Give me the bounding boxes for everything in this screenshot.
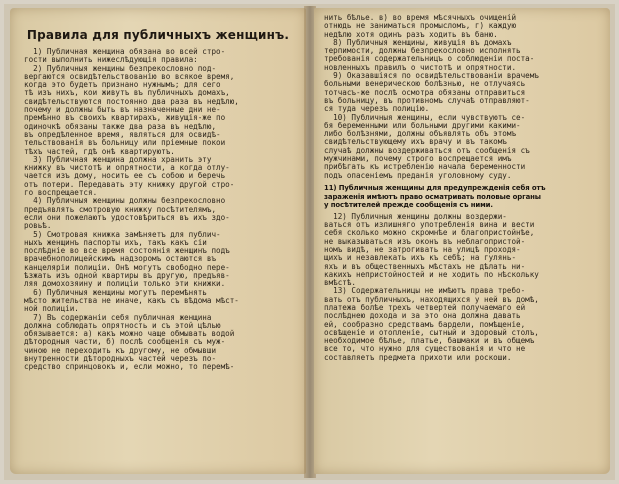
rule-11-bold: 11) Публичныя женщины для предупрежденія себя отъ зараженія имѣютъ право осматривать половые органы у посѣтителей прежде сообщенія съ ними. xyxy=(324,183,546,210)
rules-text-left: 1) Публичная женщина обязана во всей стро- гости выполнить нижеслѣдующія правила: 2) Публичныя женщины безпрекословно под- вергаются освидѣтельствованію во всякое время, когда это будетъ признано нужнымъ; для сего тѣ изъ нихъ, кои живутъ въ публичныхъ домахъ, свидѣтельствуются постоянно два раза въ недѣлю, почему и должны быть въ назначенные дни не- премѣнно въ своихъ квартирахъ, живущія-же по одиночкѣ обязаны также два раза въ недѣлю, въ опредѣленное время, являться для освидѣ- тельствованія въ больницу или пріемные покои тѣхъ частей, гдѣ онѣ квартируютъ. 3) Публичная женщина должна хранить эту книжку въ чистотѣ и опрятности, а когда отлу- чается изъ дому, носить ее съ собою и беречь отъ потери. Передавать эту книжку другой стро- го воспрещается. 4) Публичныя женщины должны безпрекословно предъявлять смотровую книжку посѣтителямъ, если они пожелаютъ удостовѣриться въ ихъ здо- ровьѣ. 5) Смотровая книжка замѣняетъ для публич- ныхъ женщинъ паспорты ихъ, такъ какъ сіи послѣдніе во все время состоянія женщинъ подъ врачебнополицейскимъ надзоромъ остаются въ канцеляріи полиціи. Онѣ могутъ свободно пере- ѣзжать изъ одной квартиры въ другую, предъяв- ляя домохозяину и полиціи только эти книжки. 6) Публичныя женщины могутъ перемѣнять мѣсто жительства не иначе, какъ съ вѣдома мѣст- ной полиціи. 7) Въ содержаніи себя публичная женщина должна соблюдать опрятность и съ этой цѣлью обязывается: а) какъ можно чаще обмывать водой дѣтородныя части, б) послѣ сообщенія съ муж- чиною не переходить къ другому, не обмывши внутренности дѣтородныхъ частей черезъ по- средство спринцовокъ и, если можно, то перемѣ- xyxy=(24,47,239,372)
right-page xyxy=(314,8,610,474)
rules-text-right-bottom: 12) Публичныя женщины должны воздержи- ваться отъ излишняго употребленія вина и вести себя сколько можно скромнѣе и благопристойнѣе, не выказываться изъ оконъ въ неблагопристой- номъ видѣ, не затрогивать на улицѣ проходя- щихъ и незавлекать ихъ къ себѣ; на гулянь- яхъ и въ общественныхъ мѣстахъ не дѣлать ни- какихъ непристойностей и не ходить по нѣскольку вмѣстѣ. 13) Содержательницы не имѣютъ права требо- вать отъ публичныхъ, находящихся у ней въ домѣ, платежа болѣе трехъ четвертей получаемаго ей послѣднею дохода и за это она должна давать ей, сообразно средствамъ бардели, помѣщеніе, освѣщеніе и отопленіе, сытный и здоровый столъ, необходимое бѣлье, платье, башмаки и въ общемъ все то, что нужно для существованія и что не составляетъ предмета прихоти или роскоши. xyxy=(324,211,539,362)
open-booklet xyxy=(4,4,615,480)
rules-text-right-top: нить бѣлье. в) во время мѣсячныхъ очищеній отнюдь не заниматься промысломъ, г) каждую недѣлю хотя одинъ разъ ходить въ баню. 8) Публичныя женщины, живущія въ домахъ терпимости, должны безпрекословно исполнять требованія содержательницъ о соблюденіи поста- новленныхъ правилъ о чистотѣ и опрятности. 9) Оказавшіяся по освидѣтельствованіи врачемъ больными венерическою болѣзнью, не отлучаясь тотчасъ-же послѣ осмотра обязаны отправиться въ больницу, въ противномъ случаѣ отправляют- ся туда черезъ полицію. 10) Публичныя женщины, если чувствуютъ се- бя беременными или больными другими какими- либо болѣзнями, должны объявлять объ этомъ свидѣтельствующему ихъ врачу и въ такомъ случаѣ должны воздерживаться отъ сообщенія съ мужчинами, почему строго воспрещается имъ прибѣгать къ истребленію начала беременности подъ опасеніемъ преданія уголовному суду. xyxy=(324,13,539,180)
left-page xyxy=(10,8,306,474)
page-title: Правила для публичныхъ женщинъ. xyxy=(26,28,290,42)
